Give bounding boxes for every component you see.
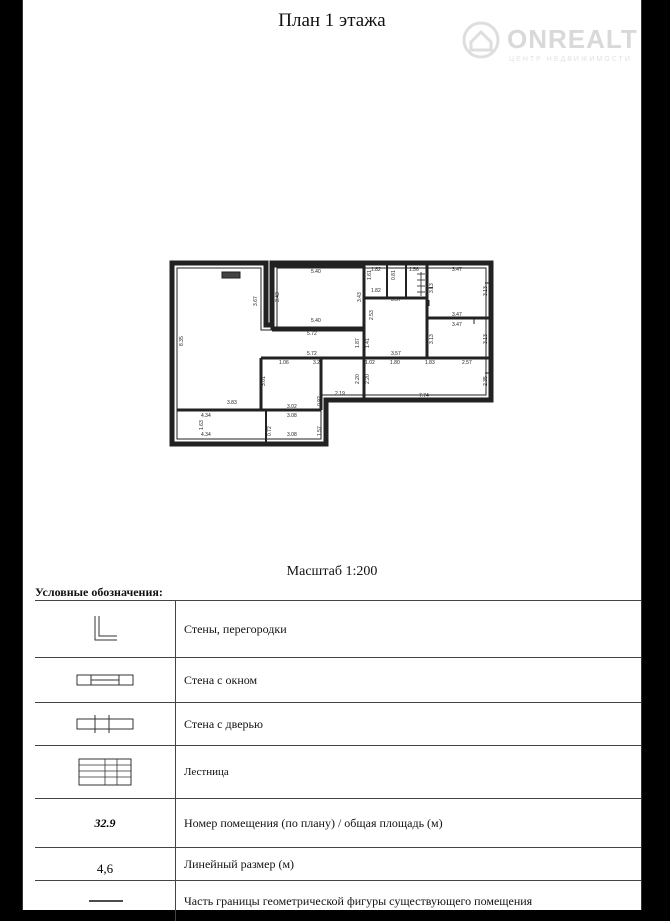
dim-3-13-b: 3.13 (483, 286, 489, 296)
legend-label-boundary: Часть границы геометрической фигуры существующего помещения (184, 893, 533, 908)
dim-5-40-top: 5.40 (311, 269, 321, 275)
dim-3-08-a: 3.08 (287, 413, 297, 419)
dim-0-92: 0.92 (317, 396, 323, 406)
dim-1-57: 1.57 (317, 426, 323, 436)
dim-1-87: 1.87 (355, 338, 361, 348)
dim-3-43-a: 3.43 (275, 292, 281, 302)
dim-0-81: 0.81 (391, 270, 397, 280)
room-number-sample: 32.9 (94, 815, 116, 830)
legend-row-room-number (35, 799, 641, 848)
dim-3-01: 3.01 (261, 376, 267, 386)
dim-3-25: 3.25 (313, 360, 323, 366)
dim-3-67: 3.67 (253, 296, 259, 306)
legend-label-door: Стена с дверью (184, 716, 263, 731)
legend-row-stairs (35, 746, 641, 799)
legend-label-walls: Стены, перегородки (184, 621, 287, 636)
dim-3-13-a: 3.13 (429, 283, 435, 293)
legend-row-walls (35, 601, 641, 658)
dim-3-47-c: 3.47 (452, 322, 462, 328)
dim-2-57: 2.57 (462, 360, 472, 366)
house-logo-icon (461, 20, 505, 64)
dim-1-06: 1.06 (279, 360, 289, 366)
dimension-sample: 4,6 (96, 861, 114, 876)
dim-4-34-a: 4.34 (201, 413, 211, 419)
legend-label-window: Стена с окном (184, 672, 258, 687)
door-wall-icon (75, 713, 135, 735)
legend-table (35, 600, 641, 921)
dim-2-20-b: 2.20 (365, 374, 371, 384)
dim-1-82-a: 1.82 (371, 267, 381, 273)
legend-row-boundary (35, 881, 641, 921)
dim-0-72: 0.72 (267, 426, 273, 436)
dim-3-02: 3.02 (287, 404, 297, 410)
dim-7-74: 7.74 (419, 393, 429, 399)
dim-2-19: 2.19 (335, 391, 345, 397)
left-border (0, 0, 22, 910)
legend-row-dimension (35, 848, 641, 881)
dim-3-43-b: 3.43 (357, 292, 363, 302)
dim-3-57-b: 3.57 (391, 351, 401, 357)
legend-label-dimension: Линейный размер (м) (184, 856, 295, 871)
legend-label-stairs: Лестница (184, 766, 229, 778)
dim-5-72-b: 5.72 (307, 351, 317, 357)
dim-1-02: 1.02 (365, 360, 375, 366)
watermark-subtext: ЦЕНТР НЕДВИЖИМОСТИ (509, 56, 632, 63)
dim-1-82-b: 1.82 (371, 288, 381, 294)
stairs-icon (75, 755, 135, 789)
dim-1-83: 1.83 (425, 360, 435, 366)
dim-3-57-a: 3.57 (391, 297, 401, 303)
dim-2-53: 2.53 (369, 310, 375, 320)
legend-label-room-number: Номер помещения (по плану) / общая площадь (м) (184, 815, 443, 830)
scale-label: Масштаб 1:200 (286, 564, 378, 579)
dim-4-34-b: 4.34 (201, 432, 211, 438)
dim-1-56: 1.56 (409, 267, 419, 273)
page-title: План 1 этажа (278, 10, 386, 31)
dim-2-20-a: 2.20 (355, 374, 361, 384)
dim-5-72-a: 5.72 (307, 331, 317, 337)
wall-icon (85, 614, 125, 644)
dim-3-08-b: 3.08 (287, 432, 297, 438)
watermark-text: ONREALT (507, 24, 638, 54)
right-border (640, 0, 670, 910)
legend-row-door (35, 703, 641, 746)
window-wall-icon (75, 670, 135, 690)
dim-1-63: 1.63 (199, 420, 205, 430)
dim-8-35: 8.35 (179, 336, 185, 346)
dim-1-61: 1.61 (367, 270, 373, 280)
dim-2-35: 2.35 (483, 376, 489, 386)
dim-3-47-a: 3.47 (452, 267, 462, 273)
dim-3-13-c: 3.13 (429, 334, 435, 344)
dim-3-13-d: 3.13 (483, 334, 489, 344)
watermark (461, 20, 641, 70)
dim-3-47-b: 3.47 (452, 312, 462, 318)
legend-row-window (35, 658, 641, 703)
dim-5-40-mid: 5.40 (311, 318, 321, 324)
dim-1-41: 1.41 (365, 338, 371, 348)
dim-3-83: 3.83 (227, 400, 237, 406)
boundary-line-icon (75, 894, 135, 908)
dim-1-80: 1.80 (390, 360, 400, 366)
floor-plan (169, 258, 499, 458)
legend-title: Условные обозначения: (35, 585, 163, 599)
document-sheet (22, 0, 642, 910)
